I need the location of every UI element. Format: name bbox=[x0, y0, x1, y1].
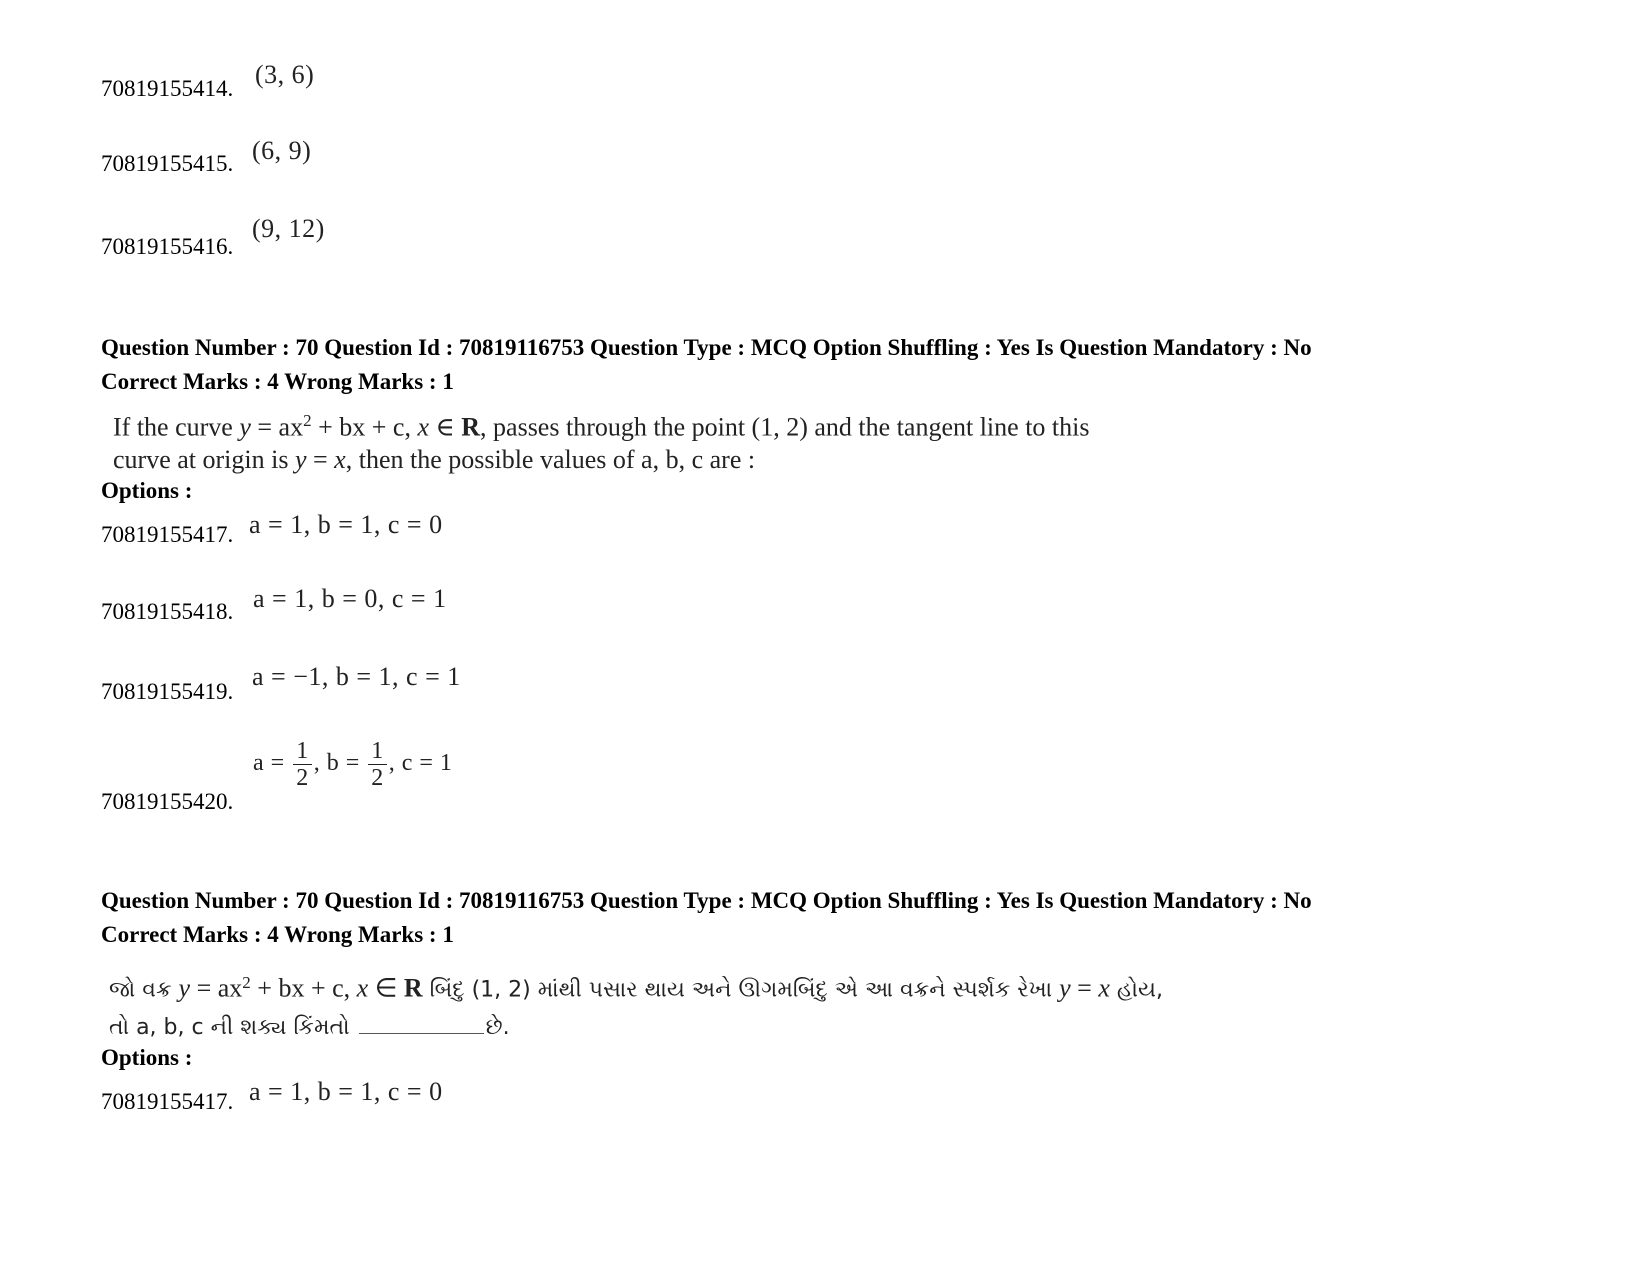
options-label: Options : bbox=[101, 478, 193, 503]
answer-blank bbox=[359, 1013, 484, 1034]
question-header bbox=[101, 331, 1312, 399]
option-value: a = 1, b = 0, c = 1 bbox=[253, 584, 447, 613]
option-value: (3, 6) bbox=[255, 60, 315, 89]
option-number: 70819155420. bbox=[101, 789, 234, 814]
options-label: Options : bbox=[101, 1045, 193, 1070]
question-marks-line: Correct Marks : 4 Wrong Marks : 1 bbox=[101, 922, 454, 947]
option-number: 70819155417. bbox=[101, 522, 234, 547]
option-value: a = 1, b = 1, c = 0 bbox=[249, 1077, 443, 1106]
question-stem-line2: તો a, b, c ની શક્ય કિંમતો છે. bbox=[109, 1015, 510, 1041]
option-value-fraction: a = $\frac{1}{2}$ , b = $\frac{1}{2}$ , c = 1 bbox=[253, 738, 453, 791]
option-value: (6, 9) bbox=[252, 136, 312, 165]
question-stem-line1: જો વક્ર $y = ax^2$ + bx + c, x ∈ R બિંદુ (1, 2) માંથી પસાર થાય અને ઊગમબિંદુ એ આ વક્રને સ્પર્શક રેખા y = x હોય, bbox=[109, 973, 1164, 1003]
fraction-a: $\frac{1}{2}$ bbox=[293, 738, 312, 791]
question-meta-line: Question Number : 70 Question Id : 70819116753 Question Type : MCQ Option Shuffling : Yes Is Question Mandatory : No bbox=[101, 335, 1312, 360]
question-stem bbox=[113, 405, 1089, 476]
question-stem-line1: If the curve $y = ax^2$ + bx + c, x ∈ R, passes through the point (1, 2) and the tangent line to this bbox=[113, 411, 1090, 442]
option-value: (9, 12) bbox=[252, 214, 325, 243]
option-value: a = −1, b = 1, c = 1 bbox=[252, 662, 461, 691]
question-meta-line: Question Number : 70 Question Id : 70819116753 Question Type : MCQ Option Shuffling : Yes Is Question Mandatory : No bbox=[101, 888, 1312, 913]
option-number: 70819155415. bbox=[101, 151, 234, 176]
question-header bbox=[101, 884, 1312, 952]
option-number: 70819155417. bbox=[101, 1089, 234, 1114]
option-number: 70819155416. bbox=[101, 234, 234, 259]
option-number: 70819155419. bbox=[101, 679, 234, 704]
option-number: 70819155414. bbox=[101, 76, 234, 101]
option-value: a = 1, b = 1, c = 0 bbox=[249, 510, 443, 539]
question-stem-line2: curve at origin is y = x, then the possible values of a, b, c are : bbox=[113, 444, 756, 474]
question-stem-gujarati bbox=[109, 964, 1163, 1047]
fraction-b: $\frac{1}{2}$ bbox=[368, 738, 387, 791]
question-marks-line: Correct Marks : 4 Wrong Marks : 1 bbox=[101, 369, 454, 394]
option-number: 70819155418. bbox=[101, 599, 234, 624]
